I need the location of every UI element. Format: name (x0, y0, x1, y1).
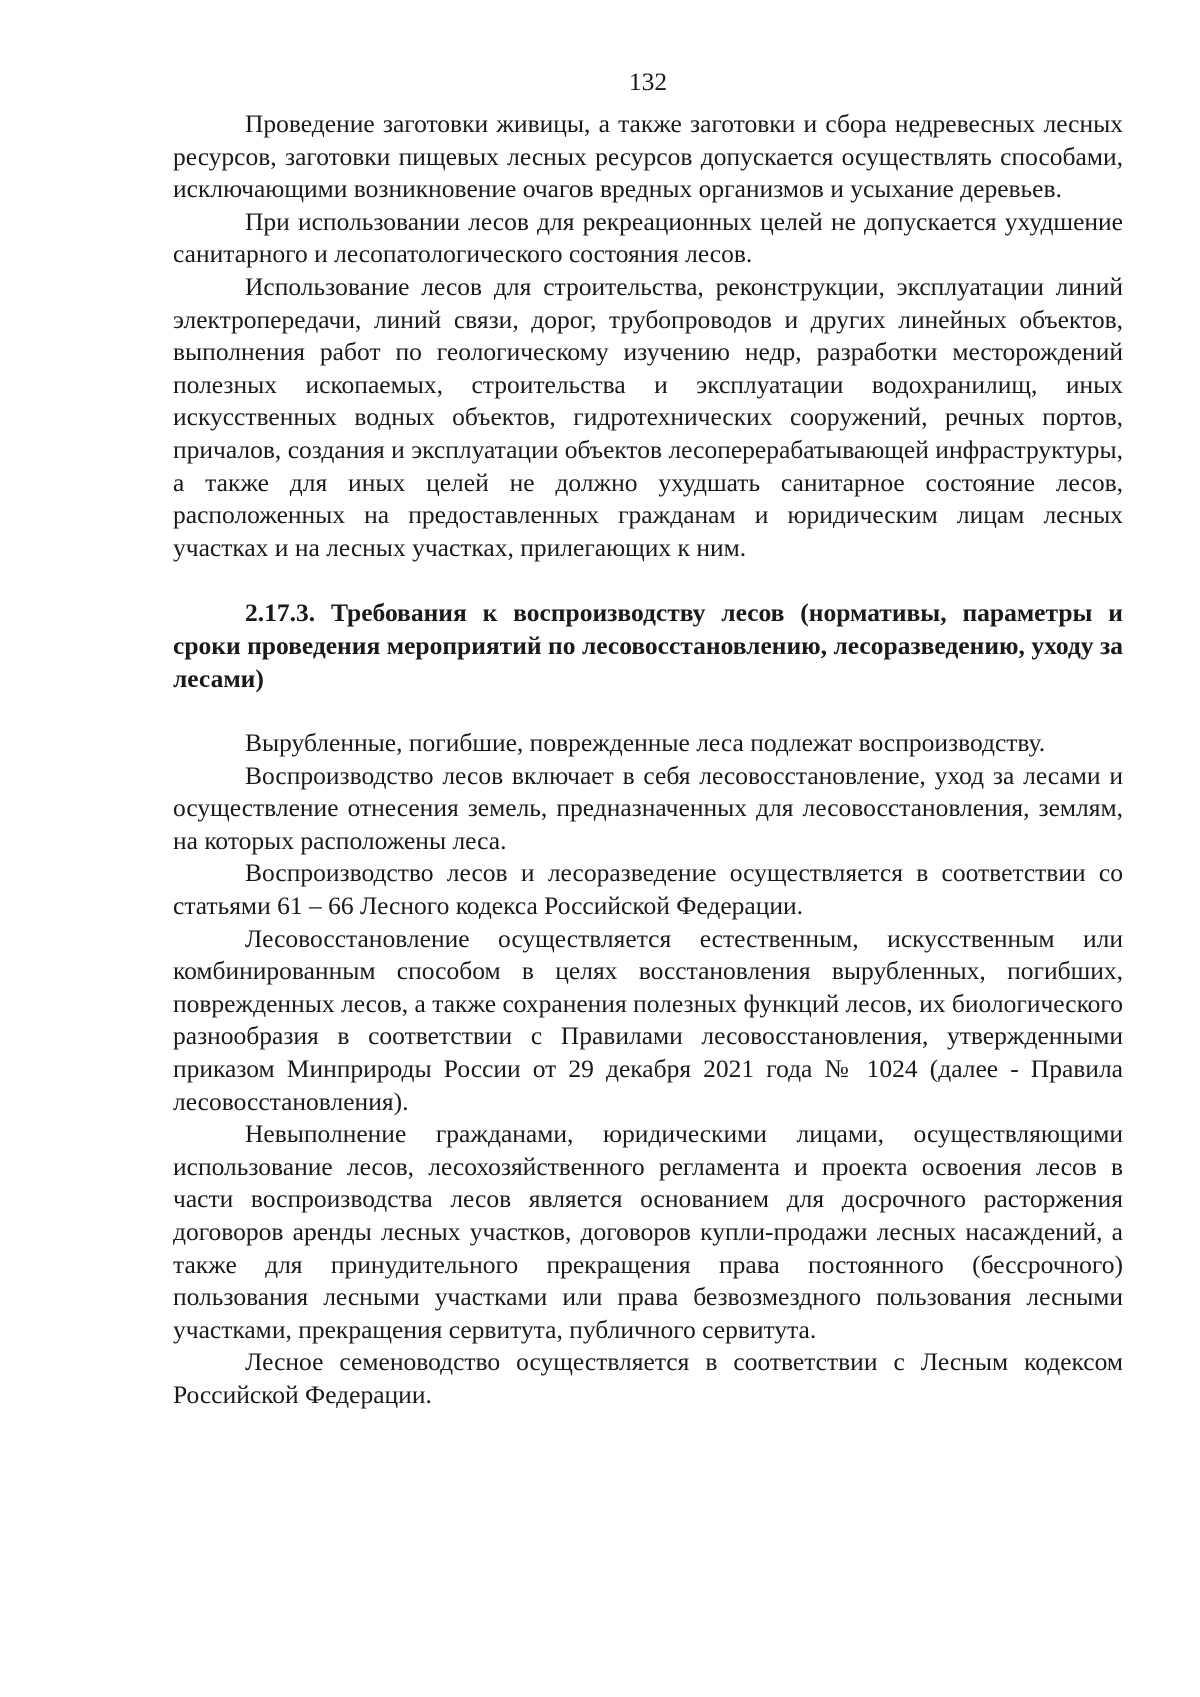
paragraph: Проведение заготовки живицы, а также заготовки и сбора недревесных лесных ресурсов, заготовки пищевых лесных ресурсов допускается осуществлять способами, исключающими возникновение очагов вредных организмов и усыхание деревьев. (173, 109, 1123, 204)
paragraph: Воспроизводство лесов и лесоразведение осуществляется в соответствии со статьями 61 – 66 Лесного кодекса Российской Федерации. (173, 858, 1123, 921)
paragraph: Лесовосстановление осуществляется естественным, искусственным или комбинированным способом в целях восстановления вырубленных, погибших, поврежденных лесов, а также сохранения полезных функций лесов, их биологического разнообразия в соответствии с Правилами лесовосстановления, утвержденными приказом Минприроды России от 29 декабря 2021 года № 1024 (далее - Правила лесовосстановления). (173, 923, 1123, 1116)
paragraph: Использование лесов для строительства, реконструкции, эксплуатации линий электропередачи, линий связи, дорог, трубопроводов и других линейных объектов, выполнения работ по геологическому изучению недр, разработки месторождений полезных ископаемых, строительства и эксплуатации водохранилищ, иных искусственных водных объектов, гидротехнических сооружений, речных портов, причалов, создания и эксплуатации объектов лесоперерабатывающей инфраструктуры, а также для иных целей не должно ухудшать санитарное состояние лесов, расположенных на предоставленных гражданам и юридическим лицам лесных участках и на лесных участках, прилегающих к ним. (173, 271, 1123, 562)
paragraph: При использовании лесов для рекреационных целей не допускается ухудшение санитарного и лесопатологического состояния лесов. (173, 206, 1123, 269)
paragraph: Невыполнение гражданами, юридическими лицами, осуществляющими использование лесов, лесохозяйственного регламента и проекта освоения лесов в части воспроизводства лесов является основанием для досрочного расторжения договоров аренды лесных участков, договоров купли-продажи лесных насаждений, а также для принудительного прекращения права постоянного (бессрочного) пользования лесными участками или права безвозмездного пользования лесными участками, прекращения сервитута, публичного сервитута. (173, 1119, 1123, 1344)
paragraph: Вырубленные, погибшие, поврежденные леса подлежат воспроизводству. (245, 728, 1046, 758)
page-number: 132 (628, 67, 668, 96)
section-heading: 2.17.3. Требования к воспроизводству лесов (нормативы, параметры и сроки проведения мероприятий по лесовосстановлению, лесоразведению, уходу за лесами) (173, 598, 1123, 693)
document-page (173, 66, 1123, 1412)
paragraph: Воспроизводство лесов включает в себя лесовосстановление, уход за лесами и осуществление отнесения земель, предназначенных для лесовосстановления, землям, на которых расположены леса. (173, 760, 1123, 855)
paragraph: Лесное семеноводство осуществляется в соответствии с Лесным кодексом Российской Федерации. (173, 1347, 1123, 1409)
